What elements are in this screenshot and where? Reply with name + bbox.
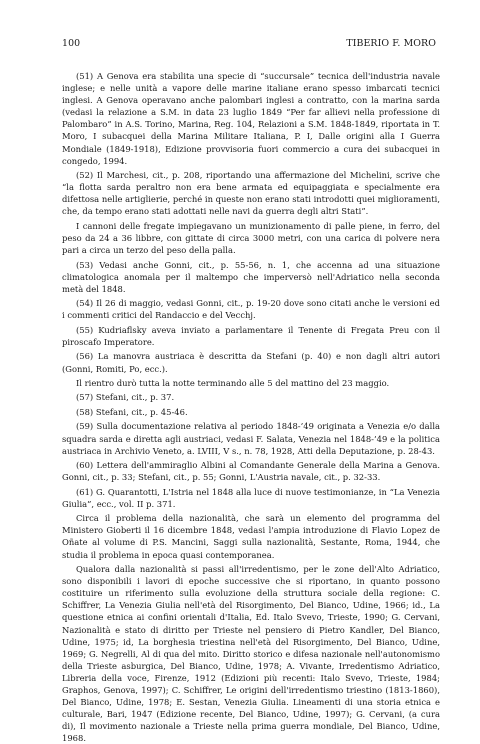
paragraph-irredentism: Qualora dalla nazionalità si passi all'irredentismo, per le zone dell'Alto Adriatico, sono disponibili i lavori di epoche successive che si riportano, in quanto possono costituire un riferimento sulla evoluzione della struttura sociale della regione: C. Schiffrer, La Venezia Giulia nell'età del Risorgimento, Del Bianco, Udine, 1966; id., La questione etnica ai confini orientali d'Italia, Ed. Italo Svevo, Trieste, 1990; G. Cervani, Nazionalità e stato di diritto per Trieste nel pensiero di Pietro Kandler, Del Bianco, Udine, 1975; id, La borghesia triestina nell'età del Risorgimento, Del Bianco, Udine, 1969; G. Negrelli, Al di qua del mito. Diritto storico e difesa nazionale nell'autonomismo della Trieste asburgica, Del Bianco, Udine, 1978; A. Vivante, Irredentismo Adriatico, Libreria della voce, Firenze, 1912 (Edizioni più recenti: Italo Svevo, Trieste, 1984; Graphos, Genova, 1997); C. Schiffrer, Le origini dell'irredentismo triestino (1813-1860), Del Bianco, Udine, 1978; E. Sestan, Venezia Giulia. Lineamenti di una storia etnica e culturale, Bari, 1947 (Edizione recente, Del Bianco, Udine, 1997); G. Cervani, (a cura di), Il movimento nazionale a Trieste nella prima guerra mondiale, Del Bianco, Udine, 1968. [62, 564, 440, 744]
footnote-51: (51) A Genova era stabilita una specie di “succursale” tecnica dell'industria navale inglese; e nelle unità a vapore delle marine italiane erano spesso imbarcati tecnici inglesi. A Genova operavano anche palombari inglesi a contratto, con la marina sarda (vedasi la relazione a S.M. in data 23 luglio 1849 “Per far allievi nella professione di Palombaro” in A.S. Torino, Marina, Reg. 104, Relazioni a S.M. 1848-1849, riportata in T. Moro, I subacquei della Marina Militare Italiana, P. I, Dalle origini alla I Guerra Mondiale (1849-1918), Edizione provvisoria fuori commercio a cura dei subacquei in congedo, 1994. [62, 71, 440, 166]
running-head: TIBERIO F. MORO [346, 38, 436, 49]
footnotes-body [62, 70, 440, 744]
paragraph-nationality: Circa il problema della nazionalità, che sarà un elemento del programma del Ministero Gioberti il 16 dicembre 1848, vedasi l'ampia introduzione di Flavio Lopez de Oñate al volume di P.S. Mancini, Saggi sulla nazionalità, Sestante, Roma, 1944, che studia il problema in epoca quasi contemporanea. [62, 513, 440, 560]
footnote-59: (59) Sulla documentazione relativa al periodo 1848-’49 originata a Venezia e/o dalla squadra sarda e diretta agli austriaci, vedasi F. Salata, Venezia nel 1848-’49 e la politica austriaca in Archivio Veneto, a. LVIII, V s., n. 78, 1928, Atti della Deputazione, p. 28-43. [62, 421, 440, 456]
footnote-61: (61) G. Quarantotti, L'Istria nel 1848 alla luce di nuove testimonianze, in “La Venezia Giulia”, ecc., vol. II p. 371. [62, 486, 440, 509]
footnote-52: (52) Il Marchesi, cit., p. 208, riportando una affermazione del Michelini, scrive che “la flotta sarda peraltro non era bene armata ed equipaggiata e specialmente era difettosa nelle artiglierie, perché in queste non erano stati introdotti quei miglioramenti, che, da tempo erano stati adottati nelle navi da guerra degli altri Stati”. [62, 170, 440, 217]
footnote-60: (60) Lettera dell'ammiraglio Albini al Comandante Generale della Marina a Genova. Gonni, cit., p. 33; Stefani, cit., p. 55; Gonni, L'Austria navale, cit., p. 32-33. [62, 460, 440, 483]
footnote-56: (56) La manovra austriaca è descritta da Stefani (p. 40) e non dagli altri autori (Gonni, Romiti, Po, ecc.). [62, 351, 440, 374]
paragraph-cannons: I cannoni delle fregate impiegavano un munizionamento di palle piene, in ferro, del peso da 24 a 36 libbre, con gittate di circa 3000 metri, con una carica di polvere nera pari a circa un terzo del peso della palla. [62, 220, 440, 256]
footnote-54: (54) Il 26 di maggio, vedasi Gonni, cit., p. 19-20 dove sono citati anche le versioni ed i commenti critici del Randaccio e del Vecchj. [62, 298, 440, 321]
footnote-58: (58) Stefani, cit., p. 45-46. [76, 406, 188, 417]
footnote-57: (57) Stefani, cit., p. 37. [76, 392, 175, 403]
page-number: 100 [62, 38, 81, 49]
page-header [62, 38, 436, 49]
footnote-55: (55) Kudriaflsky aveva inviato a parlamentare il Tenente di Fregata Preu con il piroscafo Imperatore. [62, 324, 440, 347]
paragraph-return: Il rientro durò tutta la notte terminando alle 5 del mattino del 23 maggio. [76, 377, 390, 388]
footnote-53: (53) Vedasi anche Gonni, cit., p. 55-56, n. 1, che accenna ad una situazione climatologica anomala per il maltempo che imperversò nell'Adriatico nella seconda metà del 1848. [62, 259, 440, 294]
